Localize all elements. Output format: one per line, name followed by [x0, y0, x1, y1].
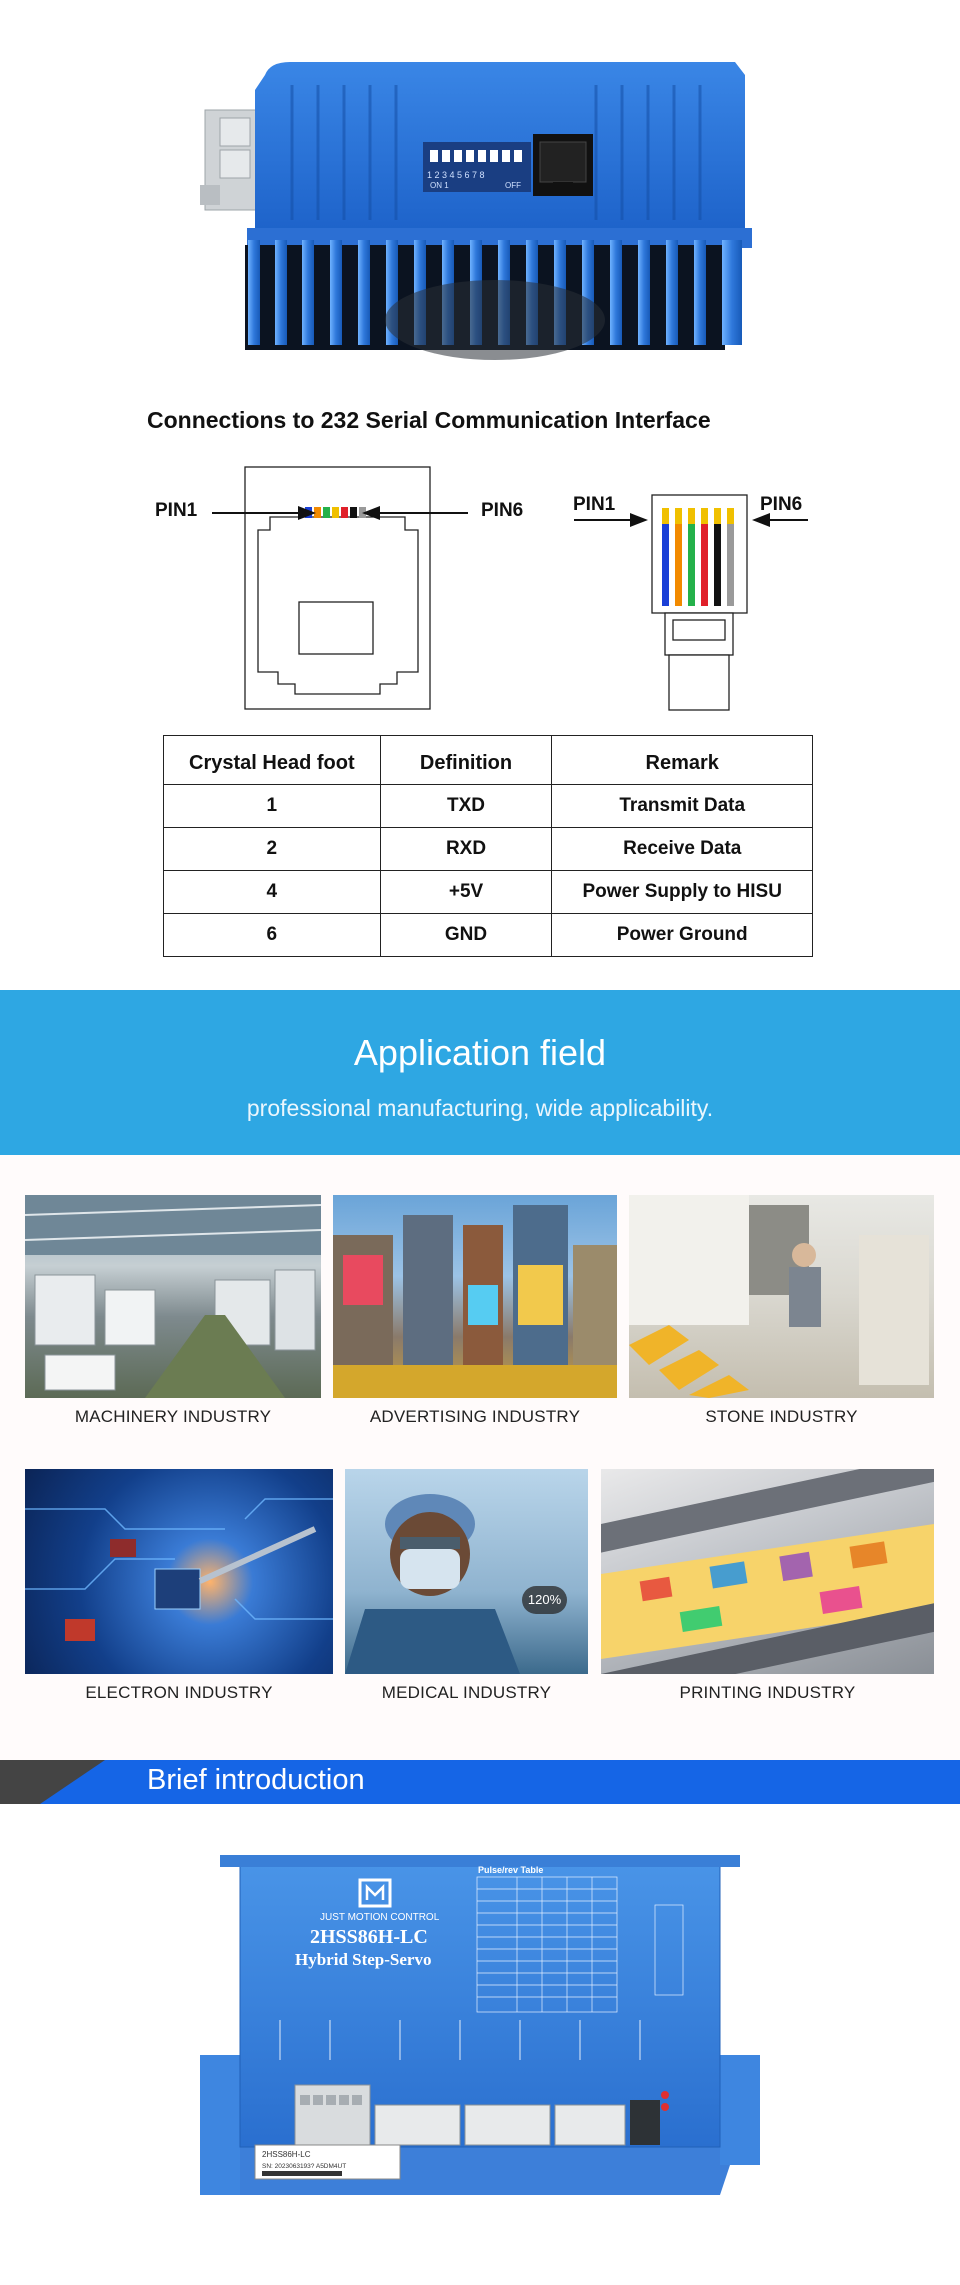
brief-introduction-bar — [0, 1760, 960, 1804]
serial-section-heading: Connections to 232 Serial Communication Interface — [147, 407, 711, 433]
printing-press-illustration — [601, 1469, 934, 1674]
plug-wire — [701, 524, 708, 606]
stone-workshop-illustration — [629, 1195, 934, 1398]
caption-advertising: ADVERTISING INDUSTRY — [369, 1407, 581, 1426]
machinery-industry-photo — [25, 1195, 321, 1398]
advertising-industry-photo — [333, 1195, 617, 1398]
table-row — [164, 914, 813, 957]
plug-wire — [688, 524, 695, 606]
cell-pin: 6 — [164, 914, 381, 957]
plug-contact — [701, 508, 708, 524]
dip-bottom-left: ON 1 — [430, 181, 449, 190]
cell-remark: Transmit Data — [552, 785, 813, 828]
caption-electron: ELECTRON INDUSTRY — [85, 1683, 273, 1702]
rj-plug-diagram — [570, 490, 820, 715]
city-billboards-illustration — [333, 1195, 617, 1398]
cell-remark: Power Ground — [552, 914, 813, 957]
cell-definition: RXD — [380, 828, 552, 871]
plug-wire — [714, 524, 721, 606]
caption-printing: PRINTING INDUSTRY — [679, 1683, 856, 1702]
zoom-badge: 120% — [522, 1586, 567, 1614]
rj-socket-diagram — [200, 462, 480, 712]
table-row — [164, 871, 813, 914]
plug-contact — [714, 508, 721, 524]
driver-model: 2HSS86H-LC — [310, 1926, 428, 1948]
cell-pin: 2 — [164, 828, 381, 871]
pulse-table-title: Pulse/rev Table — [478, 1865, 544, 1875]
table-header-row — [164, 736, 813, 785]
socket-wire-swatch — [350, 507, 357, 518]
plug-contact — [688, 508, 695, 524]
header-crystal-head-foot: Crystal Head foot — [164, 736, 381, 785]
caption-machinery: MACHINERY INDUSTRY — [74, 1407, 272, 1426]
table-row — [164, 828, 813, 871]
cell-definition: +5V — [380, 871, 552, 914]
right-pin6-label: PIN6 — [760, 494, 803, 515]
plug-contact — [727, 508, 734, 524]
label-model: 2HSS86H-LC — [262, 2150, 311, 2159]
left-pin1-label: PIN1 — [155, 500, 198, 521]
socket-wire-swatch — [314, 507, 321, 518]
right-pin1-label: PIN1 — [573, 494, 616, 515]
cell-remark: Power Supply to HISU — [552, 871, 813, 914]
product-top-image — [0, 0, 960, 380]
dip-bottom-right: OFF — [505, 181, 521, 190]
circuit-board-illustration — [25, 1469, 333, 1674]
factory-floor-illustration — [25, 1195, 321, 1398]
socket-wire-swatch — [332, 507, 339, 518]
stepper-driver-top-illustration — [0, 0, 960, 380]
plug-wire — [675, 524, 682, 606]
socket-wire-swatch — [323, 507, 330, 518]
plug-contact — [675, 508, 682, 524]
dip-numbers: 1 2 3 4 5 6 7 8 — [427, 170, 485, 180]
cell-pin: 1 — [164, 785, 381, 828]
driver-type: Hybrid Step-Servo — [295, 1950, 432, 1969]
cell-pin: 4 — [164, 871, 381, 914]
caption-medical: MEDICAL INDUSTRY — [381, 1683, 552, 1702]
pin-definition-table — [163, 735, 813, 957]
brief-introduction-title: Brief introduction — [147, 1764, 365, 1796]
cell-remark: Receive Data — [552, 828, 813, 871]
table-row — [164, 785, 813, 828]
stone-industry-photo — [629, 1195, 934, 1398]
printing-industry-photo — [601, 1469, 934, 1674]
electron-industry-photo — [25, 1469, 333, 1674]
plug-contact — [662, 508, 669, 524]
cell-definition: GND — [380, 914, 552, 957]
serial-number: SN: 2023063193? A5DM4UT — [262, 2163, 347, 2170]
application-title: Application field — [353, 1032, 607, 1073]
plug-wire — [727, 524, 734, 606]
cell-definition: TXD — [380, 785, 552, 828]
application-subtitle: professional manufacturing, wide applicability. — [246, 1095, 714, 1121]
header-remark: Remark — [552, 736, 813, 785]
driver-brand: JUST MOTION CONTROL — [320, 1912, 440, 1923]
caption-stone: STONE INDUSTRY — [705, 1407, 858, 1426]
header-definition: Definition — [380, 736, 552, 785]
driver-product-illustration — [200, 1845, 760, 2205]
plug-wire — [662, 524, 669, 606]
left-pin6-label: PIN6 — [481, 500, 524, 521]
surgeon-illustration — [345, 1469, 588, 1674]
medical-industry-photo — [345, 1469, 588, 1674]
socket-wire-swatch — [341, 507, 348, 518]
